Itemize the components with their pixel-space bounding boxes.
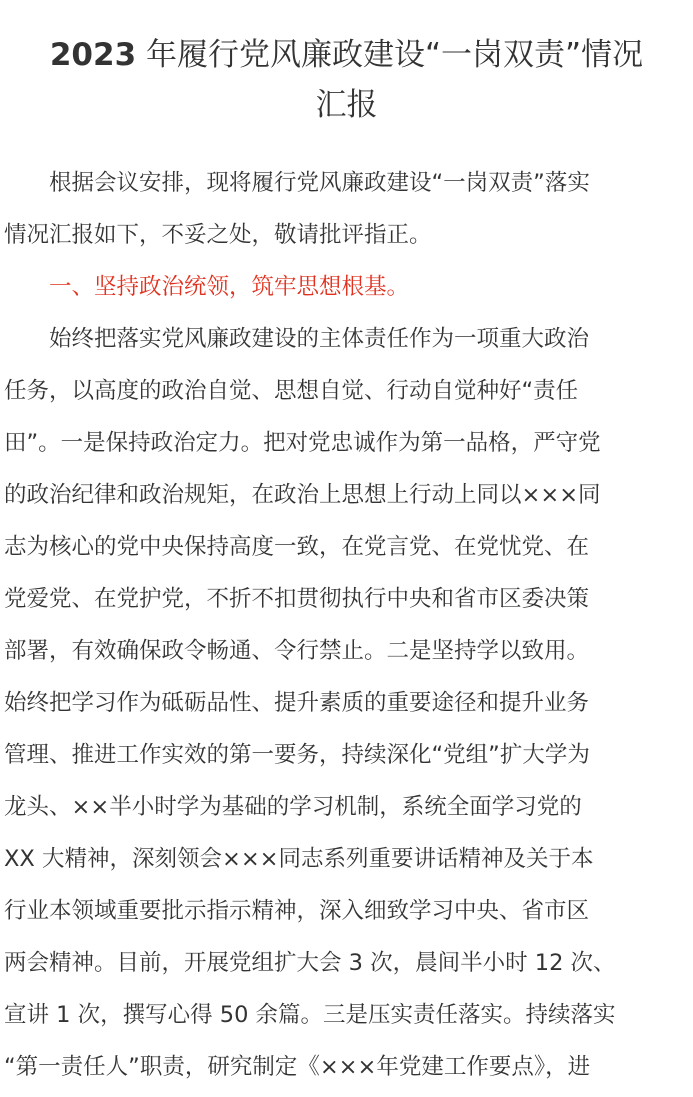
body-line-9: 党爱党、在党护党，不折不扣贯彻执行中央和省市区委决策 xyxy=(4,586,590,612)
body-line-16: 两会精神。目前，开展党组扩大会 3 次，晨间半小时 12 次、 xyxy=(4,950,616,976)
body-line-8: 志为核心的党中央保持高度一致，在党言党、在党忧党、在 xyxy=(4,534,590,560)
body-line-14: XX 大精神，深刻领会×××同志系列重要讲话精神及关于本 xyxy=(4,846,594,872)
title-year: 2023 xyxy=(49,37,137,73)
body-line-15: 行业本领域重要批示指示精神，深入细致学习中央、省市区 xyxy=(4,898,590,924)
title-line2: 汇报 xyxy=(315,87,378,123)
body-line-2: 情况汇报如下，不妥之处，敬请批评指正。 xyxy=(4,222,432,248)
body-line-6: 田”。一是保持政治定力。把对党忠诚作为第一品格，严守党 xyxy=(4,430,601,456)
body-line-13: 龙头、××半小时学为基础的学习机制，系统全面学习党的 xyxy=(4,794,582,820)
body-line-5: 任务，以高度的政治自觉、思想自觉、行动自觉种好“责任 xyxy=(4,378,579,404)
body-line-18: “第一责任人”职责，研究制定《×××年党建工作要点》，进 xyxy=(4,1054,591,1080)
body-line-1: 根据会议安排，现将履行党风廉政建设“一岗双责”落实 xyxy=(4,170,590,196)
title-line1: 年履行党风廉政建设“一岗双责”情况 xyxy=(136,37,644,73)
body-line-17: 宣讲 1 次，撰写心得 50 余篇。三是压实责任落实。持续落实 xyxy=(4,1002,616,1028)
body-line-10: 部署，有效确保政令畅通、令行禁止。二是坚持学以致用。 xyxy=(4,638,590,664)
section-heading-1: 一、坚持政治统领，筑牢思想根基。 xyxy=(4,274,410,300)
body-line-12: 管理、推进工作实效的第一要务，持续深化“党组”扩大学为 xyxy=(4,742,590,768)
document-title xyxy=(0,30,693,130)
body-line-4: 始终把落实党风廉政建设的主体责任作为一项重大政治 xyxy=(4,326,590,352)
body-line-11: 始终把学习作为砥砺品性、提升素质的重要途径和提升业务 xyxy=(4,690,590,716)
body-line-7: 的政治纪律和政治规矩，在政治上思想上行动上同以×××同 xyxy=(4,482,601,508)
